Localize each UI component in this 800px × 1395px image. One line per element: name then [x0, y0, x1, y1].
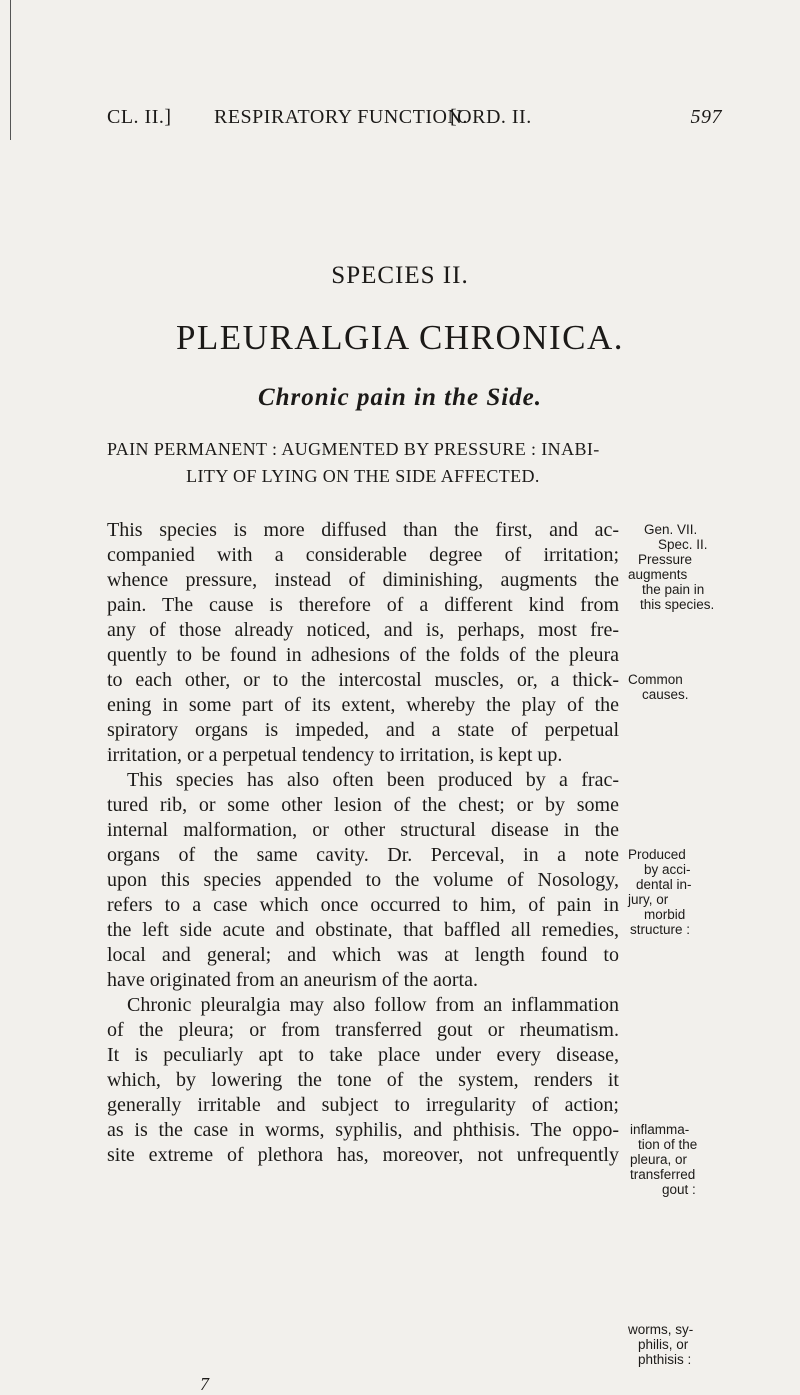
margin-line: morbid	[644, 907, 686, 922]
text-line: any of those already noticed, and is, perhaps, most fre-	[107, 619, 619, 641]
text-line: Chronic pleuralgia may also follow from an inflammation	[127, 994, 619, 1016]
margin-line: jury, or	[628, 892, 669, 907]
text-line: the left side acute and obstinate, that baffled all remedies,	[107, 919, 619, 941]
margin-note-worms	[628, 1322, 748, 1367]
margin-line: gout :	[662, 1182, 696, 1197]
page-subtitle: Chronic pain in the Side.	[257, 384, 543, 411]
text-line: This species is more diffused than the first, and ac-	[107, 519, 619, 541]
margin-line: the pain in	[642, 582, 705, 597]
margin-line: transferred	[630, 1167, 696, 1182]
header-class: CL. II.]	[107, 106, 172, 128]
text-line: whence pressure, instead of diminishing, augments the	[107, 569, 619, 591]
text-line: upon this species appended to the volume of Nosology,	[107, 869, 619, 891]
text-line: spiratory organs is impeded, and a state of perpetual	[107, 719, 619, 741]
definition-line: LITY OF LYING ON THE SIDE AFFECTED.	[186, 466, 540, 486]
margin-line: structure :	[630, 922, 691, 937]
text-line: local and general; and which was at length found to	[107, 944, 619, 966]
margin-line: by acci-	[644, 862, 691, 877]
text-line: as is the case in worms, syphilis, and phthisis. The oppo-	[107, 1119, 619, 1141]
text-line: irritation, or a perpetual tendency to irritation, is kept up.	[107, 744, 563, 766]
margin-line: inflamma-	[630, 1122, 690, 1137]
text-line: which, by lowering the tone of the system, renders it	[107, 1069, 619, 1091]
header-order: [ORD. II.	[450, 106, 532, 128]
binding-edge-line	[10, 0, 11, 140]
signature-mark: 7	[200, 1374, 209, 1394]
margin-line: Gen. VII.	[644, 522, 698, 537]
text-line: tured rib, or some other lesion of the chest; or by some	[107, 794, 619, 816]
text-line: companied with a considerable degree of irritation;	[107, 544, 619, 566]
text-line: It is peculiarly apt to take place under every disease,	[107, 1044, 619, 1066]
species-definition	[107, 436, 619, 490]
margin-line: philis, or	[638, 1337, 689, 1352]
text-line: quently to be found in adhesions of the folds of the pleura	[107, 644, 619, 666]
text-line: of the pleura; or from transferred gout or rheumatism.	[107, 1019, 619, 1041]
margin-note-inflammation	[628, 1122, 748, 1197]
margin-line: Spec. II.	[658, 537, 708, 552]
text-line: site extreme of plethora has, moreover, not unfrequently	[107, 1144, 619, 1166]
margin-line: dental in-	[636, 877, 692, 892]
margin-line: Produced	[628, 847, 686, 862]
margin-line: Pressure	[638, 552, 693, 567]
page-title: PLEURALGIA CHRONICA.	[175, 318, 625, 357]
margin-line: this species.	[640, 597, 715, 612]
text-line: to each other, or to the intercostal muscles, or, a thick-	[107, 669, 619, 691]
text-line: refers to a case which once occurred to him, of pain in	[107, 894, 619, 916]
margin-line: causes.	[642, 687, 689, 702]
page-number: 597	[690, 106, 722, 128]
margin-line: worms, sy-	[628, 1322, 694, 1337]
body-text	[107, 518, 619, 1168]
margin-line: augments	[628, 567, 688, 582]
margin-note-produced	[628, 847, 748, 937]
header-title: RESPIRATORY FUNCTION.	[214, 106, 468, 128]
text-line: organs of the same cavity. Dr. Perceval, in a note	[107, 844, 619, 866]
text-line: pain. The cause is therefore of a different kind from	[107, 594, 619, 616]
text-line: This species has also often been produced by a frac-	[127, 769, 619, 791]
margin-line: phthisis :	[638, 1352, 692, 1367]
margin-line: Common	[628, 672, 683, 687]
margin-line: tion of the	[638, 1137, 698, 1152]
text-line: internal malformation, or other structural disease in the	[107, 819, 619, 841]
margin-note-genus	[628, 522, 748, 612]
margin-line: pleura, or	[630, 1152, 688, 1167]
definition-line: PAIN PERMANENT : AUGMENTED BY PRESSURE : INABI-	[107, 439, 600, 459]
running-header	[107, 106, 722, 136]
text-line: have originated from an aneurism of the aorta.	[107, 969, 478, 991]
text-line: ening in some part of its extent, whereby the play of the	[107, 694, 619, 716]
margin-note-causes	[628, 672, 748, 702]
text-line: generally irritable and subject to irregularity of action;	[107, 1094, 619, 1116]
species-label: SPECIES II.	[331, 262, 469, 289]
